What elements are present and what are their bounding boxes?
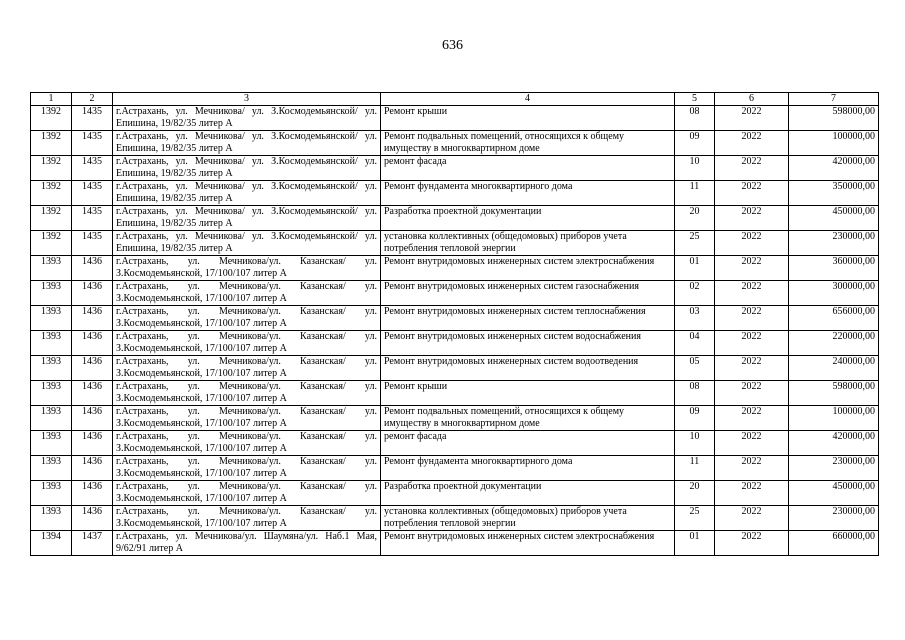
row-number-cell: 1393 bbox=[31, 281, 72, 306]
work-code-cell: 11 bbox=[675, 181, 715, 206]
address-cell: г.Астрахань, ул. Мечникова/ул. Шаумяна/ул. Наб.1 Мая, 9/62/91 литер А bbox=[113, 531, 381, 556]
address-cell: г.Астрахань, ул. Мечникова/ ул. З.Космодемьянской/ ул. Епишина, 19/82/35 литер А bbox=[113, 181, 381, 206]
table-row bbox=[31, 456, 879, 481]
row-number-cell: 1393 bbox=[31, 406, 72, 431]
year-cell: 2022 bbox=[715, 106, 789, 131]
table-row bbox=[31, 131, 879, 156]
work-code-cell: 10 bbox=[675, 156, 715, 181]
work-code-cell: 20 bbox=[675, 481, 715, 506]
table-row bbox=[31, 256, 879, 281]
work-code-cell: 08 bbox=[675, 381, 715, 406]
row-number-cell: 1393 bbox=[31, 456, 72, 481]
cost-cell: 300000,00 bbox=[789, 281, 879, 306]
address-cell: г.Астрахань, ул. Мечникова/ул. Казанская/ ул. З.Космодемьянской, 17/100/107 литер А bbox=[113, 431, 381, 456]
work-type-cell: Ремонт подвальных помещений, относящихся к общему имуществу в многоквартирном доме bbox=[381, 406, 675, 431]
cost-cell: 656000,00 bbox=[789, 306, 879, 331]
table-row bbox=[31, 156, 879, 181]
table-row bbox=[31, 431, 879, 456]
object-number-cell: 1436 bbox=[72, 256, 113, 281]
address-cell: г.Астрахань, ул. Мечникова/ ул. З.Космодемьянской/ ул. Епишина, 19/82/35 литер А bbox=[113, 156, 381, 181]
work-type-cell: Ремонт подвальных помещений, относящихся к общему имуществу в многоквартирном доме bbox=[381, 131, 675, 156]
year-cell: 2022 bbox=[715, 181, 789, 206]
object-number-cell: 1436 bbox=[72, 306, 113, 331]
row-number-cell: 1393 bbox=[31, 431, 72, 456]
work-type-cell: установка коллективных (общедомовых) приборов учета потребления тепловой энергии bbox=[381, 506, 675, 531]
table-row bbox=[31, 306, 879, 331]
object-number-cell: 1435 bbox=[72, 106, 113, 131]
table-row bbox=[31, 531, 879, 556]
work-type-cell: Ремонт внутридомовых инженерных систем водоснабжения bbox=[381, 331, 675, 356]
cost-cell: 100000,00 bbox=[789, 406, 879, 431]
work-type-cell: Ремонт фундамента многоквартирного дома bbox=[381, 181, 675, 206]
work-type-cell: Ремонт фундамента многоквартирного дома bbox=[381, 456, 675, 481]
page-number: 636 bbox=[442, 38, 463, 53]
address-cell: г.Астрахань, ул. Мечникова/ул. Казанская/ ул. З.Космодемьянской, 17/100/107 литер А bbox=[113, 281, 381, 306]
work-type-cell: Ремонт крыши bbox=[381, 381, 675, 406]
header-cell: 1 bbox=[31, 93, 72, 106]
row-number-cell: 1392 bbox=[31, 181, 72, 206]
year-cell: 2022 bbox=[715, 531, 789, 556]
work-type-cell: ремонт фасада bbox=[381, 156, 675, 181]
work-code-cell: 01 bbox=[675, 531, 715, 556]
object-number-cell: 1436 bbox=[72, 356, 113, 381]
table-row bbox=[31, 231, 879, 256]
header-cell: 3 bbox=[113, 93, 381, 106]
work-code-cell: 09 bbox=[675, 406, 715, 431]
object-number-cell: 1436 bbox=[72, 481, 113, 506]
year-cell: 2022 bbox=[715, 506, 789, 531]
cost-cell: 598000,00 bbox=[789, 106, 879, 131]
address-cell: г.Астрахань, ул. Мечникова/ул. Казанская/ ул. З.Космодемьянской, 17/100/107 литер А bbox=[113, 356, 381, 381]
cost-cell: 220000,00 bbox=[789, 331, 879, 356]
table-row bbox=[31, 381, 879, 406]
row-number-cell: 1393 bbox=[31, 331, 72, 356]
table-row bbox=[31, 106, 879, 131]
work-type-cell: Разработка проектной документации bbox=[381, 206, 675, 231]
cost-cell: 230000,00 bbox=[789, 231, 879, 256]
row-number-cell: 1392 bbox=[31, 131, 72, 156]
work-code-cell: 01 bbox=[675, 256, 715, 281]
work-code-cell: 25 bbox=[675, 231, 715, 256]
work-code-cell: 02 bbox=[675, 281, 715, 306]
object-number-cell: 1437 bbox=[72, 531, 113, 556]
work-code-cell: 20 bbox=[675, 206, 715, 231]
cost-cell: 230000,00 bbox=[789, 506, 879, 531]
year-cell: 2022 bbox=[715, 481, 789, 506]
cost-cell: 350000,00 bbox=[789, 181, 879, 206]
address-cell: г.Астрахань, ул. Мечникова/ ул. З.Космодемьянской/ ул. Епишина, 19/82/35 литер А bbox=[113, 131, 381, 156]
table-row bbox=[31, 181, 879, 206]
table-row bbox=[31, 506, 879, 531]
cost-cell: 100000,00 bbox=[789, 131, 879, 156]
cost-cell: 240000,00 bbox=[789, 356, 879, 381]
row-number-cell: 1393 bbox=[31, 381, 72, 406]
row-number-cell: 1393 bbox=[31, 306, 72, 331]
work-code-cell: 03 bbox=[675, 306, 715, 331]
year-cell: 2022 bbox=[715, 231, 789, 256]
object-number-cell: 1436 bbox=[72, 456, 113, 481]
row-number-cell: 1392 bbox=[31, 106, 72, 131]
header-cell: 2 bbox=[72, 93, 113, 106]
work-type-cell: Ремонт внутридомовых инженерных систем теплоснабжения bbox=[381, 306, 675, 331]
address-cell: г.Астрахань, ул. Мечникова/ул. Казанская/ ул. З.Космодемьянской, 17/100/107 литер А bbox=[113, 381, 381, 406]
year-cell: 2022 bbox=[715, 356, 789, 381]
row-number-cell: 1393 bbox=[31, 506, 72, 531]
object-number-cell: 1436 bbox=[72, 281, 113, 306]
cost-cell: 420000,00 bbox=[789, 156, 879, 181]
cost-cell: 450000,00 bbox=[789, 206, 879, 231]
object-number-cell: 1435 bbox=[72, 181, 113, 206]
object-number-cell: 1436 bbox=[72, 506, 113, 531]
object-number-cell: 1435 bbox=[72, 206, 113, 231]
cost-cell: 598000,00 bbox=[789, 381, 879, 406]
table-row bbox=[31, 281, 879, 306]
row-number-cell: 1393 bbox=[31, 481, 72, 506]
row-number-cell: 1392 bbox=[31, 156, 72, 181]
work-code-cell: 25 bbox=[675, 506, 715, 531]
object-number-cell: 1435 bbox=[72, 156, 113, 181]
year-cell: 2022 bbox=[715, 281, 789, 306]
work-type-cell: Разработка проектной документации bbox=[381, 481, 675, 506]
year-cell: 2022 bbox=[715, 406, 789, 431]
address-cell: г.Астрахань, ул. Мечникова/ул. Казанская/ ул. З.Космодемьянской, 17/100/107 литер А bbox=[113, 506, 381, 531]
address-cell: г.Астрахань, ул. Мечникова/ ул. З.Космодемьянской/ ул. Епишина, 19/82/35 литер А bbox=[113, 231, 381, 256]
work-code-cell: 08 bbox=[675, 106, 715, 131]
year-cell: 2022 bbox=[715, 156, 789, 181]
header-row bbox=[31, 93, 879, 106]
work-type-cell: Ремонт внутридомовых инженерных систем водоотведения bbox=[381, 356, 675, 381]
address-cell: г.Астрахань, ул. Мечникова/ул. Казанская/ ул. З.Космодемьянской, 17/100/107 литер А bbox=[113, 456, 381, 481]
row-number-cell: 1393 bbox=[31, 356, 72, 381]
work-type-cell: Ремонт внутридомовых инженерных систем электроснабжения bbox=[381, 531, 675, 556]
address-cell: г.Астрахань, ул. Мечникова/ул. Казанская/ ул. З.Космодемьянской, 17/100/107 литер А bbox=[113, 481, 381, 506]
row-number-cell: 1392 bbox=[31, 206, 72, 231]
work-code-cell: 05 bbox=[675, 356, 715, 381]
header-cell: 7 bbox=[789, 93, 879, 106]
work-code-cell: 09 bbox=[675, 131, 715, 156]
address-cell: г.Астрахань, ул. Мечникова/ул. Казанская/ ул. З.Космодемьянской, 17/100/107 литер А bbox=[113, 306, 381, 331]
year-cell: 2022 bbox=[715, 131, 789, 156]
address-cell: г.Астрахань, ул. Мечникова/ул. Казанская/ ул. З.Космодемьянской, 17/100/107 литер А bbox=[113, 256, 381, 281]
table-row bbox=[31, 481, 879, 506]
row-number-cell: 1394 bbox=[31, 531, 72, 556]
address-cell: г.Астрахань, ул. Мечникова/ ул. З.Космодемьянской/ ул. Епишина, 19/82/35 литер А bbox=[113, 206, 381, 231]
object-number-cell: 1436 bbox=[72, 331, 113, 356]
cost-cell: 660000,00 bbox=[789, 531, 879, 556]
work-code-cell: 04 bbox=[675, 331, 715, 356]
year-cell: 2022 bbox=[715, 431, 789, 456]
row-number-cell: 1392 bbox=[31, 231, 72, 256]
header-cell: 5 bbox=[675, 93, 715, 106]
address-cell: г.Астрахань, ул. Мечникова/ ул. З.Космодемьянской/ ул. Епишина, 19/82/35 литер А bbox=[113, 106, 381, 131]
table-row bbox=[31, 206, 879, 231]
address-cell: г.Астрахань, ул. Мечникова/ул. Казанская/ ул. З.Космодемьянской, 17/100/107 литер А bbox=[113, 406, 381, 431]
work-type-cell: установка коллективных (общедомовых) приборов учета потребления тепловой энергии bbox=[381, 231, 675, 256]
object-number-cell: 1436 bbox=[72, 406, 113, 431]
object-number-cell: 1436 bbox=[72, 431, 113, 456]
work-type-cell: Ремонт внутридомовых инженерных систем газоснабжения bbox=[381, 281, 675, 306]
table-row bbox=[31, 331, 879, 356]
table-body bbox=[31, 106, 879, 556]
object-number-cell: 1435 bbox=[72, 131, 113, 156]
work-code-cell: 11 bbox=[675, 456, 715, 481]
work-type-cell: ремонт фасада bbox=[381, 431, 675, 456]
year-cell: 2022 bbox=[715, 381, 789, 406]
work-type-cell: Ремонт внутридомовых инженерных систем электроснабжения bbox=[381, 256, 675, 281]
header-cell: 6 bbox=[715, 93, 789, 106]
cost-cell: 360000,00 bbox=[789, 256, 879, 281]
address-cell: г.Астрахань, ул. Мечникова/ул. Казанская/ ул. З.Космодемьянской, 17/100/107 литер А bbox=[113, 331, 381, 356]
year-cell: 2022 bbox=[715, 331, 789, 356]
works-table bbox=[30, 92, 879, 556]
table-row bbox=[31, 356, 879, 381]
year-cell: 2022 bbox=[715, 306, 789, 331]
header-cell: 4 bbox=[381, 93, 675, 106]
year-cell: 2022 bbox=[715, 206, 789, 231]
cost-cell: 420000,00 bbox=[789, 431, 879, 456]
work-code-cell: 10 bbox=[675, 431, 715, 456]
cost-cell: 450000,00 bbox=[789, 481, 879, 506]
table-row bbox=[31, 406, 879, 431]
row-number-cell: 1393 bbox=[31, 256, 72, 281]
year-cell: 2022 bbox=[715, 456, 789, 481]
cost-cell: 230000,00 bbox=[789, 456, 879, 481]
work-type-cell: Ремонт крыши bbox=[381, 106, 675, 131]
object-number-cell: 1435 bbox=[72, 231, 113, 256]
year-cell: 2022 bbox=[715, 256, 789, 281]
object-number-cell: 1436 bbox=[72, 381, 113, 406]
